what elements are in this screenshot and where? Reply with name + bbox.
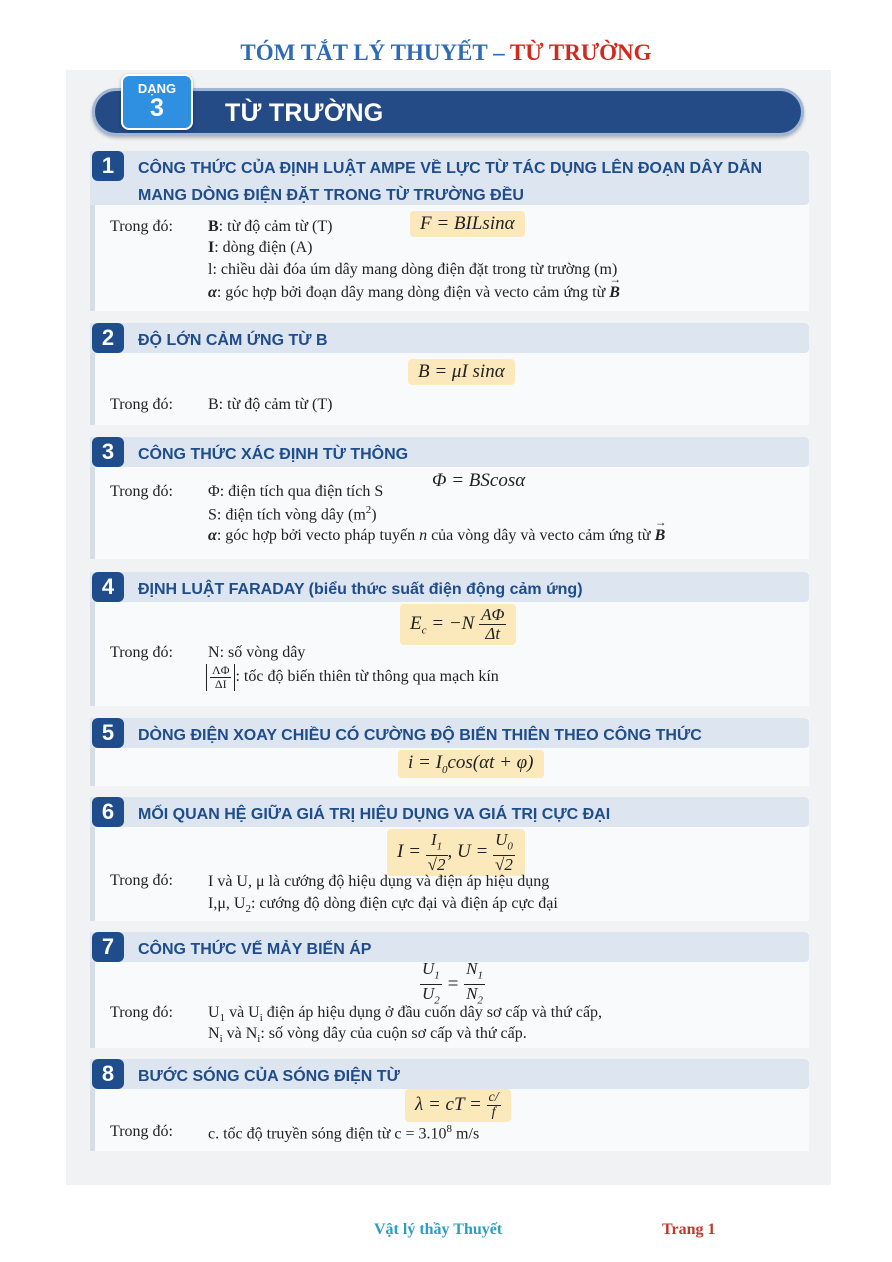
definition-line: I và U, μ là cướng độ hiệu dụng và điện áp hiệu dụng xyxy=(208,873,550,890)
rms-peak-formula: I = $\frac{I_1}{√2}$ , U = $\frac{U_0}{√2}$ xyxy=(387,829,525,876)
section-title: CÔNG THỨC CỦA ĐỊNH LUẬT AMPE VỀ LỰC TỪ TÁC DỤNG LÊN ĐOẠN DÂY DẪN MANG DÒNG ĐIỆN ĐẶT TRONG TỪ TRƯỜNG ĐỀU xyxy=(138,160,763,204)
definition-line: $U_1$ và $U_i$ điện áp hiệu dụng ở đầu cuốn dây sơ cấp và thứ cấp, xyxy=(208,1004,603,1025)
in-which-label: Trong đó: xyxy=(110,1123,173,1140)
alternating-current-formula: $i = I_0\cos(\alpha t + \varphi)$ xyxy=(398,750,544,778)
magnetic-induction-formula: B = μI sinα xyxy=(408,359,515,385)
section-title: ĐỊNH LUẬT FARADAY (biểu thức suất điện động cảm ứng) xyxy=(138,581,583,598)
section-5 xyxy=(90,718,809,786)
section-title: BƯỚC SÓNG CỦA SÓNG ĐIỆN TỪ xyxy=(138,1068,400,1085)
banner-title: TỪ TRƯỜNG xyxy=(225,99,384,127)
definition-line: Φ: điện tích qua điện tích S xyxy=(208,483,384,500)
section-2 xyxy=(90,323,809,425)
section-4 xyxy=(90,572,809,706)
definition-line: α: góc hợp bởi đoạn dây mang dòng điện và vecto cảm ứng từ → B xyxy=(208,284,620,302)
section-title: MỐI QUAN HỆ GIỮA GIÁ TRỊ HIỆU DỤNG VA GIÁ TRỊ CỰC ĐẠI xyxy=(138,806,611,823)
section-number: 5 xyxy=(92,718,124,748)
definition-line: B: từ độ cảm từ (T) xyxy=(208,396,333,413)
section-title: CÔNG THỨC XÁC ĐỊNH TỪ THÔNG xyxy=(138,446,409,463)
badge-number: 3 xyxy=(150,94,164,122)
section-title: CÔNG THỨC VẾ MẢY BIẾN ÁP xyxy=(138,941,372,958)
topic-banner xyxy=(92,88,804,136)
definition-line: $N_i$ và $N_i$: số vòng dây của cuộn sơ cấp và thứ cấp. xyxy=(208,1025,527,1046)
section-8 xyxy=(90,1059,809,1151)
definition-line: $\frac{\Lambda\Phi}{\Delta I}$ : tốc độ biến thiên từ thông qua mạch kín xyxy=(206,664,499,691)
vector-b: → B xyxy=(609,284,620,302)
definition-line: B: từ độ cảm từ (T) xyxy=(208,218,333,235)
section-6 xyxy=(90,797,809,921)
section-number: 1 xyxy=(92,151,124,181)
section-number: 3 xyxy=(92,437,124,467)
footer-page-number: Trang 1 xyxy=(662,1221,716,1238)
section-7 xyxy=(90,932,809,1048)
section-number: 6 xyxy=(92,797,124,827)
transformer-formula: $\frac{U_1}{U_2}$ = $\frac{N_1}{N_2}$ xyxy=(422,959,483,1007)
badge-label: DẠNG xyxy=(137,81,177,96)
vector-b: → B xyxy=(655,527,666,545)
page-title: TÓM TẮT LÝ THUYẾT – TỪ TRƯỜNG xyxy=(240,40,652,65)
section-title: ĐỘ LỚN CẢM ỨNG TỪ B xyxy=(138,332,328,349)
definition-line: c. tốc độ truyền sóng điện từ $c = 3.10^8$ m/s xyxy=(208,1123,480,1143)
section-number: 4 xyxy=(92,572,124,602)
section-number: 8 xyxy=(92,1059,124,1089)
in-which-label: Trong đó: xyxy=(110,483,173,500)
definition-line: I: dòng điện (A) xyxy=(208,239,313,256)
ampere-force-formula: F = BILsinα xyxy=(410,211,525,237)
in-which-label: Trong đó: xyxy=(110,218,173,235)
section-3 xyxy=(90,437,809,559)
in-which-label: Trong đó: xyxy=(110,872,173,889)
in-which-label: Trong đó: xyxy=(110,396,173,413)
definition-line: I,μ, $U_2$: cướng độ dòng điện cực đại và điện áp cực đại xyxy=(208,895,558,916)
footer-author: Vật lý thầy Thuyết xyxy=(374,1221,503,1238)
in-which-label: Trong đó: xyxy=(110,1004,173,1021)
definition-line: N: số vòng dây xyxy=(208,644,306,661)
section-title: DÒNG ĐIỆN XOAY CHIỀU CÓ CƯỜNG ĐỘ BIẾN THIÊN THEO CÔNG THỨC xyxy=(138,727,702,744)
definition-line: α: góc hợp bởi vecto pháp tuyến n của vòng dây và vecto cảm ứng từ → B xyxy=(208,527,665,545)
section-number: 7 xyxy=(92,932,124,962)
topic-badge xyxy=(121,74,193,130)
faraday-emf-formula: $E_c = -N$ $\frac{A\Phi}{\Delta t}$ xyxy=(400,604,516,645)
wavelength-formula: λ = cT = $\frac{c/}{f}$ xyxy=(405,1089,511,1122)
in-which-label: Trong đó: xyxy=(110,644,173,661)
definition-line: l: chiều dài đóa úm dây mang dòng điện đặt trong từ trường (m) xyxy=(208,261,618,278)
section-number: 2 xyxy=(92,323,124,353)
section-1 xyxy=(90,151,809,311)
definition-line: S: điện tích vòng dây $(m^2)$ xyxy=(208,504,377,524)
magnetic-flux-formula: Φ = BScosα xyxy=(432,470,526,491)
